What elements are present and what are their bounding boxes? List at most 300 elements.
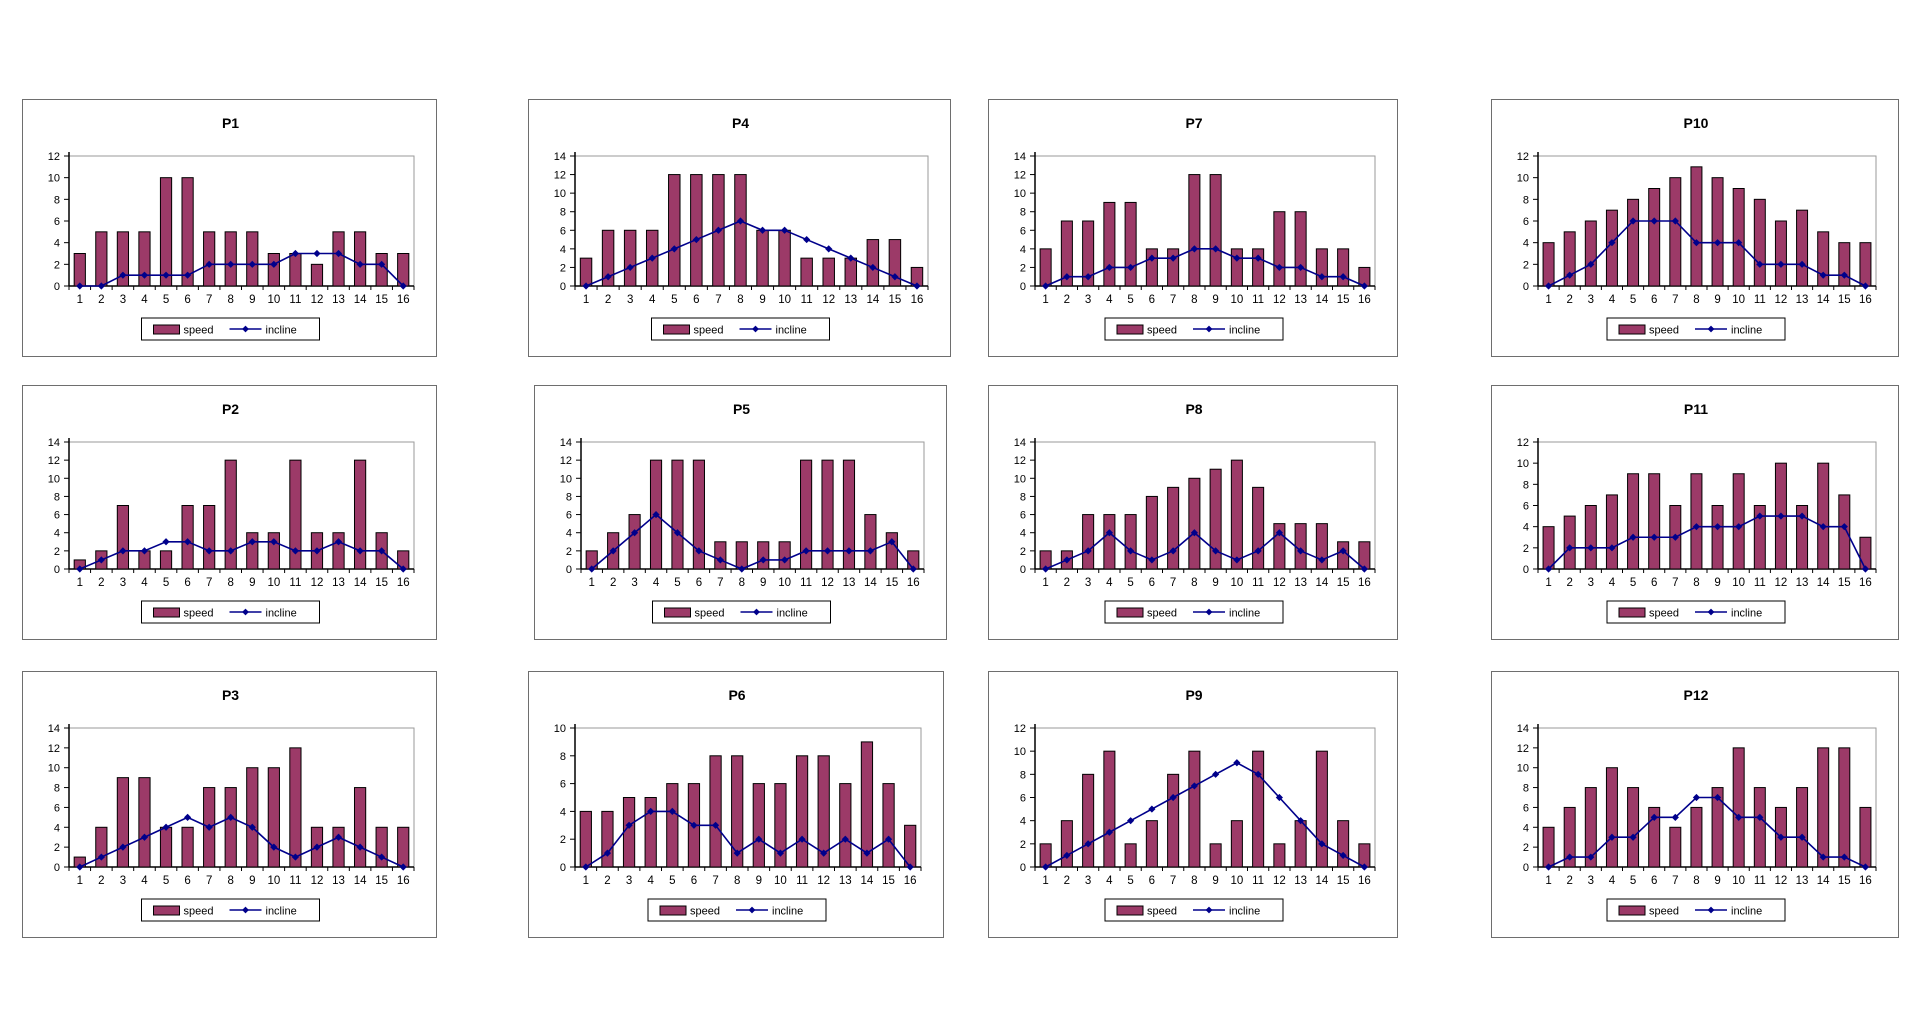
bar-speed <box>1210 175 1221 286</box>
bar-speed <box>354 788 365 867</box>
chart-title: P12 <box>1683 687 1709 703</box>
x-tick-label: 6 <box>1148 294 1156 306</box>
x-tick-label: 15 <box>1837 875 1851 887</box>
x-tick-label: 3 <box>625 875 633 887</box>
y-tick-label: 4 <box>1019 527 1026 540</box>
x-tick-label: 15 <box>1336 875 1350 887</box>
legend-speed-swatch <box>1619 608 1645 617</box>
x-tick-label: 15 <box>375 875 389 887</box>
y-tick-label: 8 <box>1019 206 1026 219</box>
bar-speed <box>247 533 258 569</box>
bar-speed <box>1104 202 1115 286</box>
x-tick-label: 10 <box>1230 875 1244 887</box>
chart-title: P1 <box>221 115 240 131</box>
bar-speed <box>1083 515 1094 569</box>
x-tick-label: 6 <box>184 294 191 306</box>
y-tick-label: 0 <box>1522 564 1529 576</box>
y-tick-label: 8 <box>559 750 566 763</box>
legend-speed-label: speed <box>1147 324 1177 337</box>
bar-speed <box>861 742 872 867</box>
x-tick-label: 7 <box>1169 577 1177 589</box>
bar-speed <box>1860 537 1871 569</box>
y-tick-label: 6 <box>53 802 60 815</box>
bar-speed <box>735 175 746 286</box>
bar-speed <box>710 756 721 867</box>
bar-speed <box>1338 821 1349 867</box>
bar-speed <box>1168 249 1179 286</box>
legend <box>142 318 320 340</box>
x-tick-label: 15 <box>1837 577 1851 589</box>
x-tick-label: 10 <box>778 294 791 306</box>
bar-speed <box>1606 210 1617 286</box>
x-tick-label: 9 <box>1212 294 1219 306</box>
x-tick-label: 7 <box>1672 875 1679 887</box>
bar-speed <box>1316 249 1327 286</box>
y-tick-label: 12 <box>47 151 60 163</box>
bar-speed <box>1733 189 1744 287</box>
y-tick-label: 12 <box>1013 723 1026 735</box>
bar-speed <box>1104 751 1115 867</box>
bar-speed <box>1564 516 1575 569</box>
y-tick-label: 6 <box>1522 216 1529 228</box>
x-tick-label: 10 <box>267 875 281 887</box>
chart-P12 <box>1491 671 1899 938</box>
line-marker-incline <box>1233 759 1240 766</box>
y-tick-label: 14 <box>47 437 60 449</box>
y-tick-label: 6 <box>559 778 566 791</box>
bar-speed <box>160 827 171 867</box>
x-tick-label: 16 <box>1859 875 1872 887</box>
x-tick-label: 7 <box>205 294 213 306</box>
chart-canvas-P10 <box>1492 100 1900 358</box>
x-tick-label: 12 <box>1774 294 1788 306</box>
bar-speed <box>1274 844 1285 867</box>
legend-incline-label: incline <box>265 324 297 337</box>
x-tick-label: 13 <box>1294 875 1308 887</box>
x-tick-label: 5 <box>1127 294 1134 306</box>
x-tick-label: 15 <box>882 875 895 887</box>
y-tick-label: 10 <box>1516 762 1529 775</box>
legend-speed-swatch <box>154 608 180 617</box>
x-tick-label: 3 <box>631 577 638 589</box>
bar-speed <box>1585 506 1596 570</box>
bar-speed <box>160 551 171 569</box>
x-tick-label: 6 <box>1148 875 1156 887</box>
x-tick-label: 12 <box>1272 294 1286 306</box>
x-tick-label: 12 <box>1272 577 1286 589</box>
x-tick-label: 5 <box>1127 875 1134 887</box>
x-tick-label: 2 <box>1063 294 1071 306</box>
x-tick-label: 3 <box>119 875 127 887</box>
x-tick-label: 3 <box>626 294 634 306</box>
x-tick-label: 16 <box>1357 875 1371 887</box>
bar-speed <box>1775 221 1786 286</box>
x-tick-label: 6 <box>184 577 191 589</box>
chart-P4 <box>528 99 951 357</box>
bar-speed <box>1231 821 1242 867</box>
bar-speed <box>398 827 409 867</box>
bar-speed <box>1040 249 1051 286</box>
x-tick-label: 13 <box>1294 577 1308 589</box>
x-tick-label: 13 <box>1795 875 1809 887</box>
bar-speed <box>1818 463 1829 569</box>
x-tick-label: 14 <box>1816 577 1830 589</box>
bar-speed <box>1543 527 1554 569</box>
legend-speed-swatch <box>1117 325 1143 334</box>
bar-speed <box>225 788 236 867</box>
x-tick-label: 5 <box>1127 577 1134 589</box>
x-tick-label: 2 <box>604 294 612 306</box>
x-tick-label: 14 <box>866 294 880 306</box>
chart-title: P9 <box>1185 687 1203 703</box>
legend-speed-swatch <box>660 906 686 915</box>
y-tick-label: 14 <box>47 723 60 735</box>
y-tick-label: 14 <box>1516 723 1529 735</box>
chart-canvas-P4 <box>529 100 952 358</box>
chart-canvas-P6 <box>529 672 945 939</box>
bar-speed <box>1585 221 1596 286</box>
x-tick-label: 5 <box>669 875 676 887</box>
x-tick-label: 8 <box>227 294 234 306</box>
x-tick-label: 10 <box>1230 294 1244 306</box>
bar-speed <box>1754 199 1765 286</box>
x-tick-label: 13 <box>332 875 345 887</box>
y-tick-label: 14 <box>559 437 572 449</box>
x-tick-label: 4 <box>1608 577 1616 589</box>
y-tick-label: 10 <box>559 473 572 486</box>
x-tick-label: 8 <box>737 294 744 306</box>
x-tick-label: 10 <box>774 875 787 887</box>
y-tick-label: 0 <box>1522 862 1529 874</box>
x-tick-label: 16 <box>396 577 410 589</box>
legend-speed-swatch <box>154 906 180 915</box>
x-tick-label: 3 <box>1084 875 1092 887</box>
bar-speed <box>1231 460 1242 569</box>
x-tick-label: 12 <box>310 875 324 887</box>
y-tick-label: 4 <box>53 527 60 540</box>
bar-speed <box>623 798 634 868</box>
chart-canvas-P9 <box>989 672 1399 939</box>
y-tick-label: 4 <box>1019 243 1026 256</box>
y-tick-label: 4 <box>1522 237 1529 250</box>
bar-speed <box>96 827 107 867</box>
bar-speed <box>1253 487 1264 569</box>
bar-speed <box>1860 243 1871 286</box>
bar-speed <box>268 768 279 867</box>
y-tick-label: 10 <box>553 723 566 735</box>
x-tick-label: 14 <box>353 577 367 589</box>
legend <box>648 899 826 921</box>
x-tick-label: 14 <box>1816 875 1830 887</box>
bar-speed <box>1104 515 1115 569</box>
legend-speed-label: speed <box>183 324 214 337</box>
legend <box>653 601 831 623</box>
y-tick-label: 0 <box>559 281 566 293</box>
bar-speed <box>1649 474 1660 569</box>
bar-speed <box>268 254 279 287</box>
bar-speed <box>1231 249 1242 286</box>
y-tick-label: 6 <box>565 509 572 522</box>
chart-title: P5 <box>732 401 751 417</box>
x-tick-label: 8 <box>738 577 745 589</box>
bar-speed <box>1125 202 1136 286</box>
bar-speed <box>883 784 894 867</box>
bar-speed <box>333 533 344 569</box>
y-tick-label: 8 <box>53 782 60 795</box>
x-tick-label: 1 <box>76 294 83 306</box>
y-tick-label: 14 <box>1013 437 1026 449</box>
y-tick-label: 12 <box>1013 169 1026 182</box>
y-tick-label: 0 <box>53 281 60 293</box>
chart-canvas-P12 <box>1492 672 1900 939</box>
bar-speed <box>117 506 128 570</box>
bar-speed <box>1146 821 1157 867</box>
y-tick-label: 6 <box>53 216 60 228</box>
x-tick-label: 2 <box>1566 875 1573 887</box>
x-tick-label: 1 <box>1042 875 1049 887</box>
y-tick-label: 10 <box>1013 473 1026 486</box>
y-tick-label: 4 <box>1522 822 1529 835</box>
bar-speed <box>311 264 322 286</box>
bar-speed <box>580 258 591 286</box>
bar-speed <box>1338 249 1349 286</box>
bar-speed <box>691 175 702 286</box>
line-marker-incline <box>1212 771 1219 778</box>
y-tick-label: 0 <box>1019 281 1026 293</box>
x-tick-label: 2 <box>604 875 611 887</box>
x-tick-label: 10 <box>778 577 792 589</box>
x-tick-label: 15 <box>888 294 902 306</box>
bar-speed <box>753 784 764 867</box>
bar-speed <box>290 254 301 287</box>
x-tick-label: 7 <box>1169 294 1177 306</box>
x-tick-label: 15 <box>1336 577 1350 589</box>
y-tick-label: 6 <box>559 225 566 238</box>
x-tick-label: 11 <box>289 294 302 306</box>
x-tick-label: 9 <box>755 875 763 887</box>
bar-speed <box>1543 827 1554 867</box>
x-tick-label: 9 <box>249 294 256 306</box>
y-tick-label: 2 <box>1019 545 1026 558</box>
bar-speed <box>290 748 301 867</box>
x-tick-label: 10 <box>1230 577 1244 589</box>
y-tick-label: 2 <box>1019 838 1026 851</box>
x-tick-label: 1 <box>1545 875 1552 887</box>
legend-speed-swatch <box>1619 906 1645 915</box>
x-tick-label: 12 <box>817 875 831 887</box>
legend-incline-label: incline <box>1229 607 1261 620</box>
y-tick-label: 6 <box>1522 500 1529 513</box>
y-tick-label: 8 <box>1019 769 1026 782</box>
legend-incline-label: incline <box>775 324 807 337</box>
legend <box>1105 318 1283 340</box>
legend-speed-label: speed <box>1147 607 1177 620</box>
chart-canvas-P1 <box>23 100 438 358</box>
legend <box>142 899 320 921</box>
x-tick-label: 16 <box>1859 577 1872 589</box>
x-tick-label: 14 <box>353 294 367 306</box>
chart-title: P7 <box>1185 115 1203 131</box>
x-tick-label: 12 <box>1774 577 1788 589</box>
legend-incline-label: incline <box>776 607 808 620</box>
x-tick-label: 11 <box>1753 577 1766 589</box>
bar-speed <box>1210 844 1221 867</box>
bar-speed <box>117 778 128 867</box>
chart-title: P6 <box>728 687 746 703</box>
y-tick-label: 12 <box>47 455 60 468</box>
x-tick-label: 8 <box>227 577 234 589</box>
chart-title: P2 <box>221 401 240 417</box>
y-tick-label: 6 <box>1019 225 1026 238</box>
bar-speed <box>1083 774 1094 867</box>
x-tick-label: 3 <box>1587 294 1595 306</box>
legend <box>652 318 830 340</box>
bar-speed <box>333 827 344 867</box>
x-tick-label: 1 <box>582 294 590 306</box>
x-tick-label: 1 <box>76 875 83 887</box>
chart-canvas-P8 <box>989 386 1399 641</box>
x-tick-label: 9 <box>1212 875 1219 887</box>
bar-speed <box>886 533 897 569</box>
bar-speed <box>1628 474 1639 569</box>
x-tick-label: 8 <box>1191 577 1198 589</box>
chart-title: P11 <box>1683 401 1709 417</box>
legend-speed-label: speed <box>1649 905 1679 918</box>
chart-canvas-P5 <box>535 386 948 641</box>
chart-title: P8 <box>1185 401 1203 417</box>
legend-speed-swatch <box>1619 325 1645 334</box>
bar-speed <box>669 175 680 286</box>
x-tick-label: 7 <box>205 875 213 887</box>
x-tick-label: 12 <box>310 294 324 306</box>
legend-incline-label: incline <box>1229 905 1261 918</box>
x-tick-label: 4 <box>1106 294 1113 306</box>
x-tick-label: 6 <box>184 875 191 887</box>
bar-speed <box>1797 788 1808 867</box>
line-marker-incline <box>803 236 810 243</box>
x-tick-label: 15 <box>885 577 899 589</box>
bar-speed <box>845 258 856 286</box>
x-tick-label: 5 <box>1629 875 1637 887</box>
x-tick-label: 15 <box>1837 294 1851 306</box>
legend-speed-swatch <box>665 608 691 617</box>
bar-speed <box>1606 495 1617 569</box>
x-tick-label: 2 <box>1063 577 1071 589</box>
legend-speed-swatch <box>1117 906 1143 915</box>
bar-speed <box>629 515 640 569</box>
y-tick-label: 6 <box>53 509 60 522</box>
x-tick-label: 5 <box>674 577 681 589</box>
legend <box>1607 318 1785 340</box>
x-tick-label: 2 <box>1566 577 1573 589</box>
y-tick-label: 8 <box>559 206 566 219</box>
x-tick-label: 5 <box>162 577 170 589</box>
x-tick-label: 8 <box>733 875 741 887</box>
x-tick-label: 13 <box>838 875 852 887</box>
line-marker-incline <box>162 538 169 545</box>
bar-speed <box>1839 243 1850 286</box>
x-tick-label: 1 <box>76 577 83 589</box>
bar-speed <box>333 232 344 286</box>
chart-canvas-P3 <box>23 672 438 939</box>
bar-speed <box>182 506 193 570</box>
y-tick-label: 12 <box>1516 151 1529 163</box>
bar-speed <box>1712 506 1723 570</box>
x-tick-label: 6 <box>690 875 698 887</box>
legend-incline-label: incline <box>1731 607 1763 620</box>
x-tick-label: 4 <box>1608 294 1616 306</box>
x-tick-label: 7 <box>205 577 213 589</box>
x-tick-label: 4 <box>141 294 148 306</box>
bar-speed <box>182 827 193 867</box>
x-tick-label: 3 <box>1587 875 1595 887</box>
bar-speed <box>247 768 258 867</box>
bar-speed <box>376 254 387 287</box>
y-tick-label: 4 <box>53 237 60 250</box>
x-tick-label: 2 <box>98 875 105 887</box>
x-tick-label: 8 <box>1191 875 1198 887</box>
x-tick-label: 7 <box>717 577 724 589</box>
legend-speed-label: speed <box>183 607 214 620</box>
bar-speed <box>779 542 790 569</box>
x-tick-label: 7 <box>715 294 722 306</box>
chart-P2 <box>22 385 437 640</box>
x-tick-label: 7 <box>712 875 719 887</box>
x-tick-label: 11 <box>800 294 813 306</box>
x-tick-label: 8 <box>1693 294 1700 306</box>
y-tick-label: 4 <box>1522 521 1529 534</box>
x-tick-label: 12 <box>1272 875 1286 887</box>
y-tick-label: 2 <box>565 545 572 558</box>
y-tick-label: 10 <box>1516 172 1529 185</box>
x-tick-label: 1 <box>588 577 595 589</box>
y-tick-label: 10 <box>1013 188 1026 201</box>
legend <box>142 601 320 623</box>
y-tick-label: 10 <box>1516 458 1529 471</box>
x-tick-label: 2 <box>1566 294 1573 306</box>
y-tick-label: 4 <box>53 822 60 835</box>
chart-P1 <box>22 99 437 357</box>
bar-speed <box>801 258 812 286</box>
x-tick-label: 3 <box>1084 577 1092 589</box>
x-tick-label: 9 <box>1212 577 1219 589</box>
chart-P7 <box>988 99 1398 357</box>
y-tick-label: 12 <box>1516 742 1529 755</box>
chart-canvas-P2 <box>23 386 438 641</box>
x-tick-label: 11 <box>1753 294 1766 306</box>
x-tick-label: 3 <box>1587 577 1595 589</box>
y-tick-label: 0 <box>53 564 60 576</box>
x-tick-label: 16 <box>396 875 410 887</box>
bar-speed <box>1733 748 1744 867</box>
x-tick-label: 11 <box>1753 875 1766 887</box>
bar-speed <box>1818 748 1829 867</box>
x-tick-label: 12 <box>1774 875 1788 887</box>
y-tick-label: 12 <box>553 169 566 182</box>
x-tick-label: 6 <box>1650 577 1658 589</box>
y-tick-label: 14 <box>1013 151 1026 163</box>
y-tick-label: 6 <box>1019 792 1026 805</box>
y-tick-label: 8 <box>1522 194 1529 207</box>
bar-speed <box>1691 474 1702 569</box>
x-tick-label: 4 <box>652 577 660 589</box>
chart-title: P10 <box>1683 115 1709 131</box>
x-tick-label: 9 <box>1714 875 1721 887</box>
x-tick-label: 5 <box>671 294 678 306</box>
bar-speed <box>757 230 768 286</box>
x-tick-label: 4 <box>649 294 656 306</box>
x-tick-label: 16 <box>1357 577 1371 589</box>
